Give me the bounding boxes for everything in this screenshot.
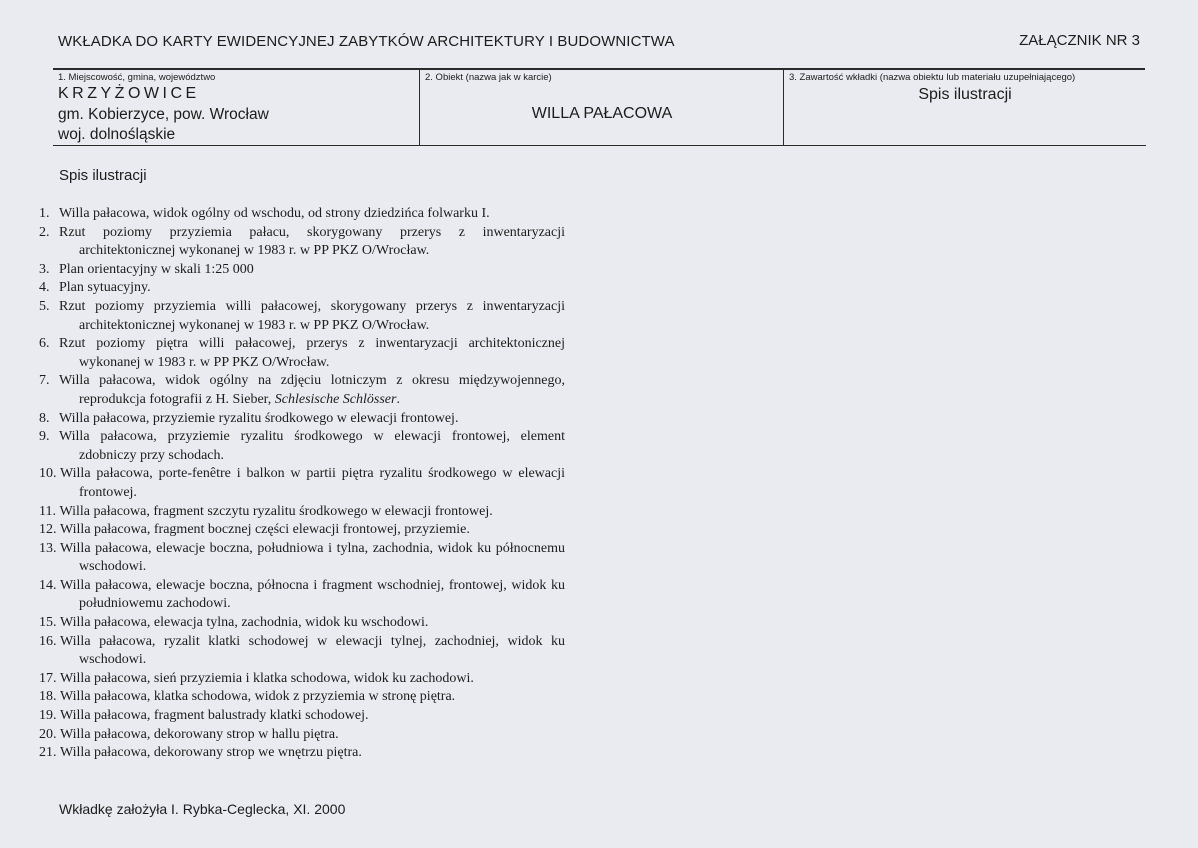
list-item: 2. Rzut poziomy przyziemia pałacu, skorygowany przerys z inwentaryzacji architektonicznej wykonanej w 1983 r. w PP PKZ O/Wrocław. bbox=[39, 224, 565, 259]
list-item-number: 17. bbox=[39, 670, 60, 686]
list-item-text: Willa pałacowa, elewacja tylna, zachodnia, widok ku wschodowi. bbox=[60, 615, 429, 631]
list-item-text: Willa pałacowa, fragment bocznej części elewacji frontowej, przyziemie. bbox=[60, 522, 470, 538]
list-item bbox=[39, 744, 565, 763]
list-item: 6. Rzut poziomy piętra willi pałacowej, przerys z inwentaryzacji architektonicznej wykonanej w 1983 r. w PP PKZ O/Wrocław. bbox=[39, 336, 565, 370]
contents-box-label: 3. Zawartość wkładki (nazwa obiektu lub materiału uzupełniającego) bbox=[789, 72, 1076, 83]
list-item-number: 16. bbox=[39, 633, 60, 649]
object-box-label: 2. Obiekt (nazwa jak w karcie) bbox=[425, 72, 552, 83]
list-item-suffix: . bbox=[396, 391, 400, 407]
list-item-text: Willa pałacowa, elewacje boczna, północna i fragment wschodniej, frontowej, widok ku południowemu zachodowi. bbox=[60, 577, 565, 612]
location-box bbox=[53, 70, 419, 146]
list-item bbox=[39, 614, 565, 633]
list-item bbox=[39, 465, 565, 502]
list-item-number: 13. bbox=[39, 540, 60, 556]
list-item-number: 19. bbox=[39, 708, 60, 724]
place-name: KRZYŻOWICE bbox=[58, 85, 200, 102]
list-item-text: Willa pałacowa, ryzalit klatki schodowej w elewacji tylnej, zachodniej, widok ku wschodowi. bbox=[60, 633, 565, 668]
list-item-number: 12. bbox=[39, 522, 60, 538]
list-item-number: 14. bbox=[39, 577, 60, 593]
list-item-text: Willa pałacowa, dekorowany strop w hallu piętra. bbox=[60, 726, 339, 742]
list-item: 8. Willa pałacowa, przyziemie ryzalitu środkowego w elewacji frontowej. bbox=[39, 410, 459, 426]
list-item bbox=[39, 670, 565, 689]
list-item-number: 15. bbox=[39, 615, 60, 631]
list-item-text: Willa pałacowa, elewacje boczna, południowa i tylna, zachodnia, widok ku północnemu wschodowi. bbox=[60, 540, 565, 575]
gmina-line: gm. Kobierzyce, pow. Wrocław bbox=[58, 106, 269, 123]
list-item bbox=[39, 707, 565, 726]
list-item bbox=[39, 503, 565, 522]
author-note: Wkładkę założyła I. Rybka-Ceglecka, XI. 2000 bbox=[59, 801, 346, 817]
annex-label: ZAŁĄCZNIK NR 3 bbox=[1019, 32, 1140, 49]
list-item-text: Willa pałacowa, przyziemie ryzalitu środkowego w elewacji frontowej. bbox=[59, 410, 459, 426]
list-item-text: Plan sytuacyjny. bbox=[59, 280, 151, 296]
list-item bbox=[39, 540, 565, 577]
list-item bbox=[39, 521, 565, 540]
list-item-text: Willa pałacowa, fragment szczytu ryzalitu środkowego w elewacji frontowej. bbox=[59, 503, 493, 519]
list-item bbox=[39, 726, 565, 745]
list-item-number: 21. bbox=[39, 745, 60, 761]
list-item-text: Plan orientacyjny w skali 1:25 000 bbox=[59, 261, 254, 277]
list-item-text: Willa pałacowa, przyziemie ryzalitu środkowego w elewacji frontowej, element zdobniczy przy schodach. bbox=[59, 429, 565, 463]
list-item bbox=[39, 633, 565, 670]
list-item-text: Willa pałacowa, fragment balustrady klatki schodowej. bbox=[60, 708, 369, 724]
list-item-text: Rzut poziomy przyziemia willi pałacowej, skorygowany przerys z inwentaryzacji architektonicznej wykonanej w 1983 r. w PP PKZ O/Wrocław. bbox=[59, 298, 565, 333]
page-title: WKŁADKA DO KARTY EWIDENCYJNEJ ZABYTKÓW ARCHITEKTURY I BUDOWNICTWA bbox=[58, 33, 675, 50]
list-item-text: Rzut poziomy piętra willi pałacowej, przerys z inwentaryzacji architektonicznej wykonanej w 1983 r. w PP PKZ O/Wrocław. bbox=[59, 336, 565, 370]
list-item-text: Willa pałacowa, porte-fenêtre i balkon w partii piętra ryzalitu środkowego w elewacji frontowej. bbox=[60, 466, 565, 500]
voivodeship-line: woj. dolnośląskie bbox=[58, 126, 176, 143]
list-item-italic-title: Schlesische Schlösser bbox=[274, 391, 397, 407]
list-item-number: 18. bbox=[39, 689, 60, 705]
contents-value: Spis ilustracji bbox=[918, 86, 1012, 103]
list-item-text: Rzut poziomy przyziemia pałacu, skorygowany przerys z inwentaryzacji architektonicznej wykonanej w 1983 r. w PP PKZ O/Wrocław. bbox=[59, 224, 565, 259]
list-item-text: Willa pałacowa, sień przyziemia i klatka schodowa, widok ku zachodowi. bbox=[60, 670, 474, 686]
list-item bbox=[39, 577, 565, 614]
list-item: 1. Willa pałacowa, widok ogólny od wschodu, od strony dziedzińca folwarku I. bbox=[39, 206, 490, 221]
location-box-label: 1. Miejscowość, gmina, województwo bbox=[58, 72, 216, 83]
object-name: WILLA PAŁACOWA bbox=[531, 105, 673, 122]
list-item-number: 20. bbox=[39, 726, 60, 742]
illustration-list bbox=[39, 205, 565, 763]
list-item: 7. Willa pałacowa, widok ogólny na zdjęciu lotniczym z okresu międzywojennego, reprodukcja fotografii z H. Sieber, Schlesische Schlösser. bbox=[39, 373, 565, 407]
contents-box bbox=[783, 70, 1146, 146]
list-item-text: Willa pałacowa, widok ogólny od wschodu, od strony dziedzińca folwarku I. bbox=[59, 206, 490, 221]
list-item bbox=[39, 688, 565, 707]
section-title: Spis ilustracji bbox=[59, 167, 147, 184]
list-item: 4. Plan sytuacyjny. bbox=[39, 280, 151, 296]
list-item: 9. Willa pałacowa, przyziemie ryzalitu środkowego w elewacji frontowej, element zdobniczy przy schodach. bbox=[39, 429, 565, 463]
list-item: 3. Plan orientacyjny w skali 1:25 000 bbox=[39, 261, 254, 277]
list-item-text: Willa pałacowa, klatka schodowa, widok z przyziemia w stronę piętra. bbox=[60, 689, 456, 705]
list-item-number: 10. bbox=[39, 466, 60, 482]
object-box bbox=[419, 70, 784, 146]
list-item-text: Willa pałacowa, widok ogólny na zdjęciu lotniczym z okresu międzywojennego, reprodukcja fotografii z H. Sieber, bbox=[59, 373, 565, 407]
list-item: 5. Rzut poziomy przyziemia willi pałacowej, skorygowany przerys z inwentaryzacji architektonicznej wykonanej w 1983 r. w PP PKZ O/Wrocław. bbox=[39, 298, 565, 333]
list-item-text: Willa pałacowa, dekorowany strop we wnętrzu piętra. bbox=[60, 745, 362, 761]
